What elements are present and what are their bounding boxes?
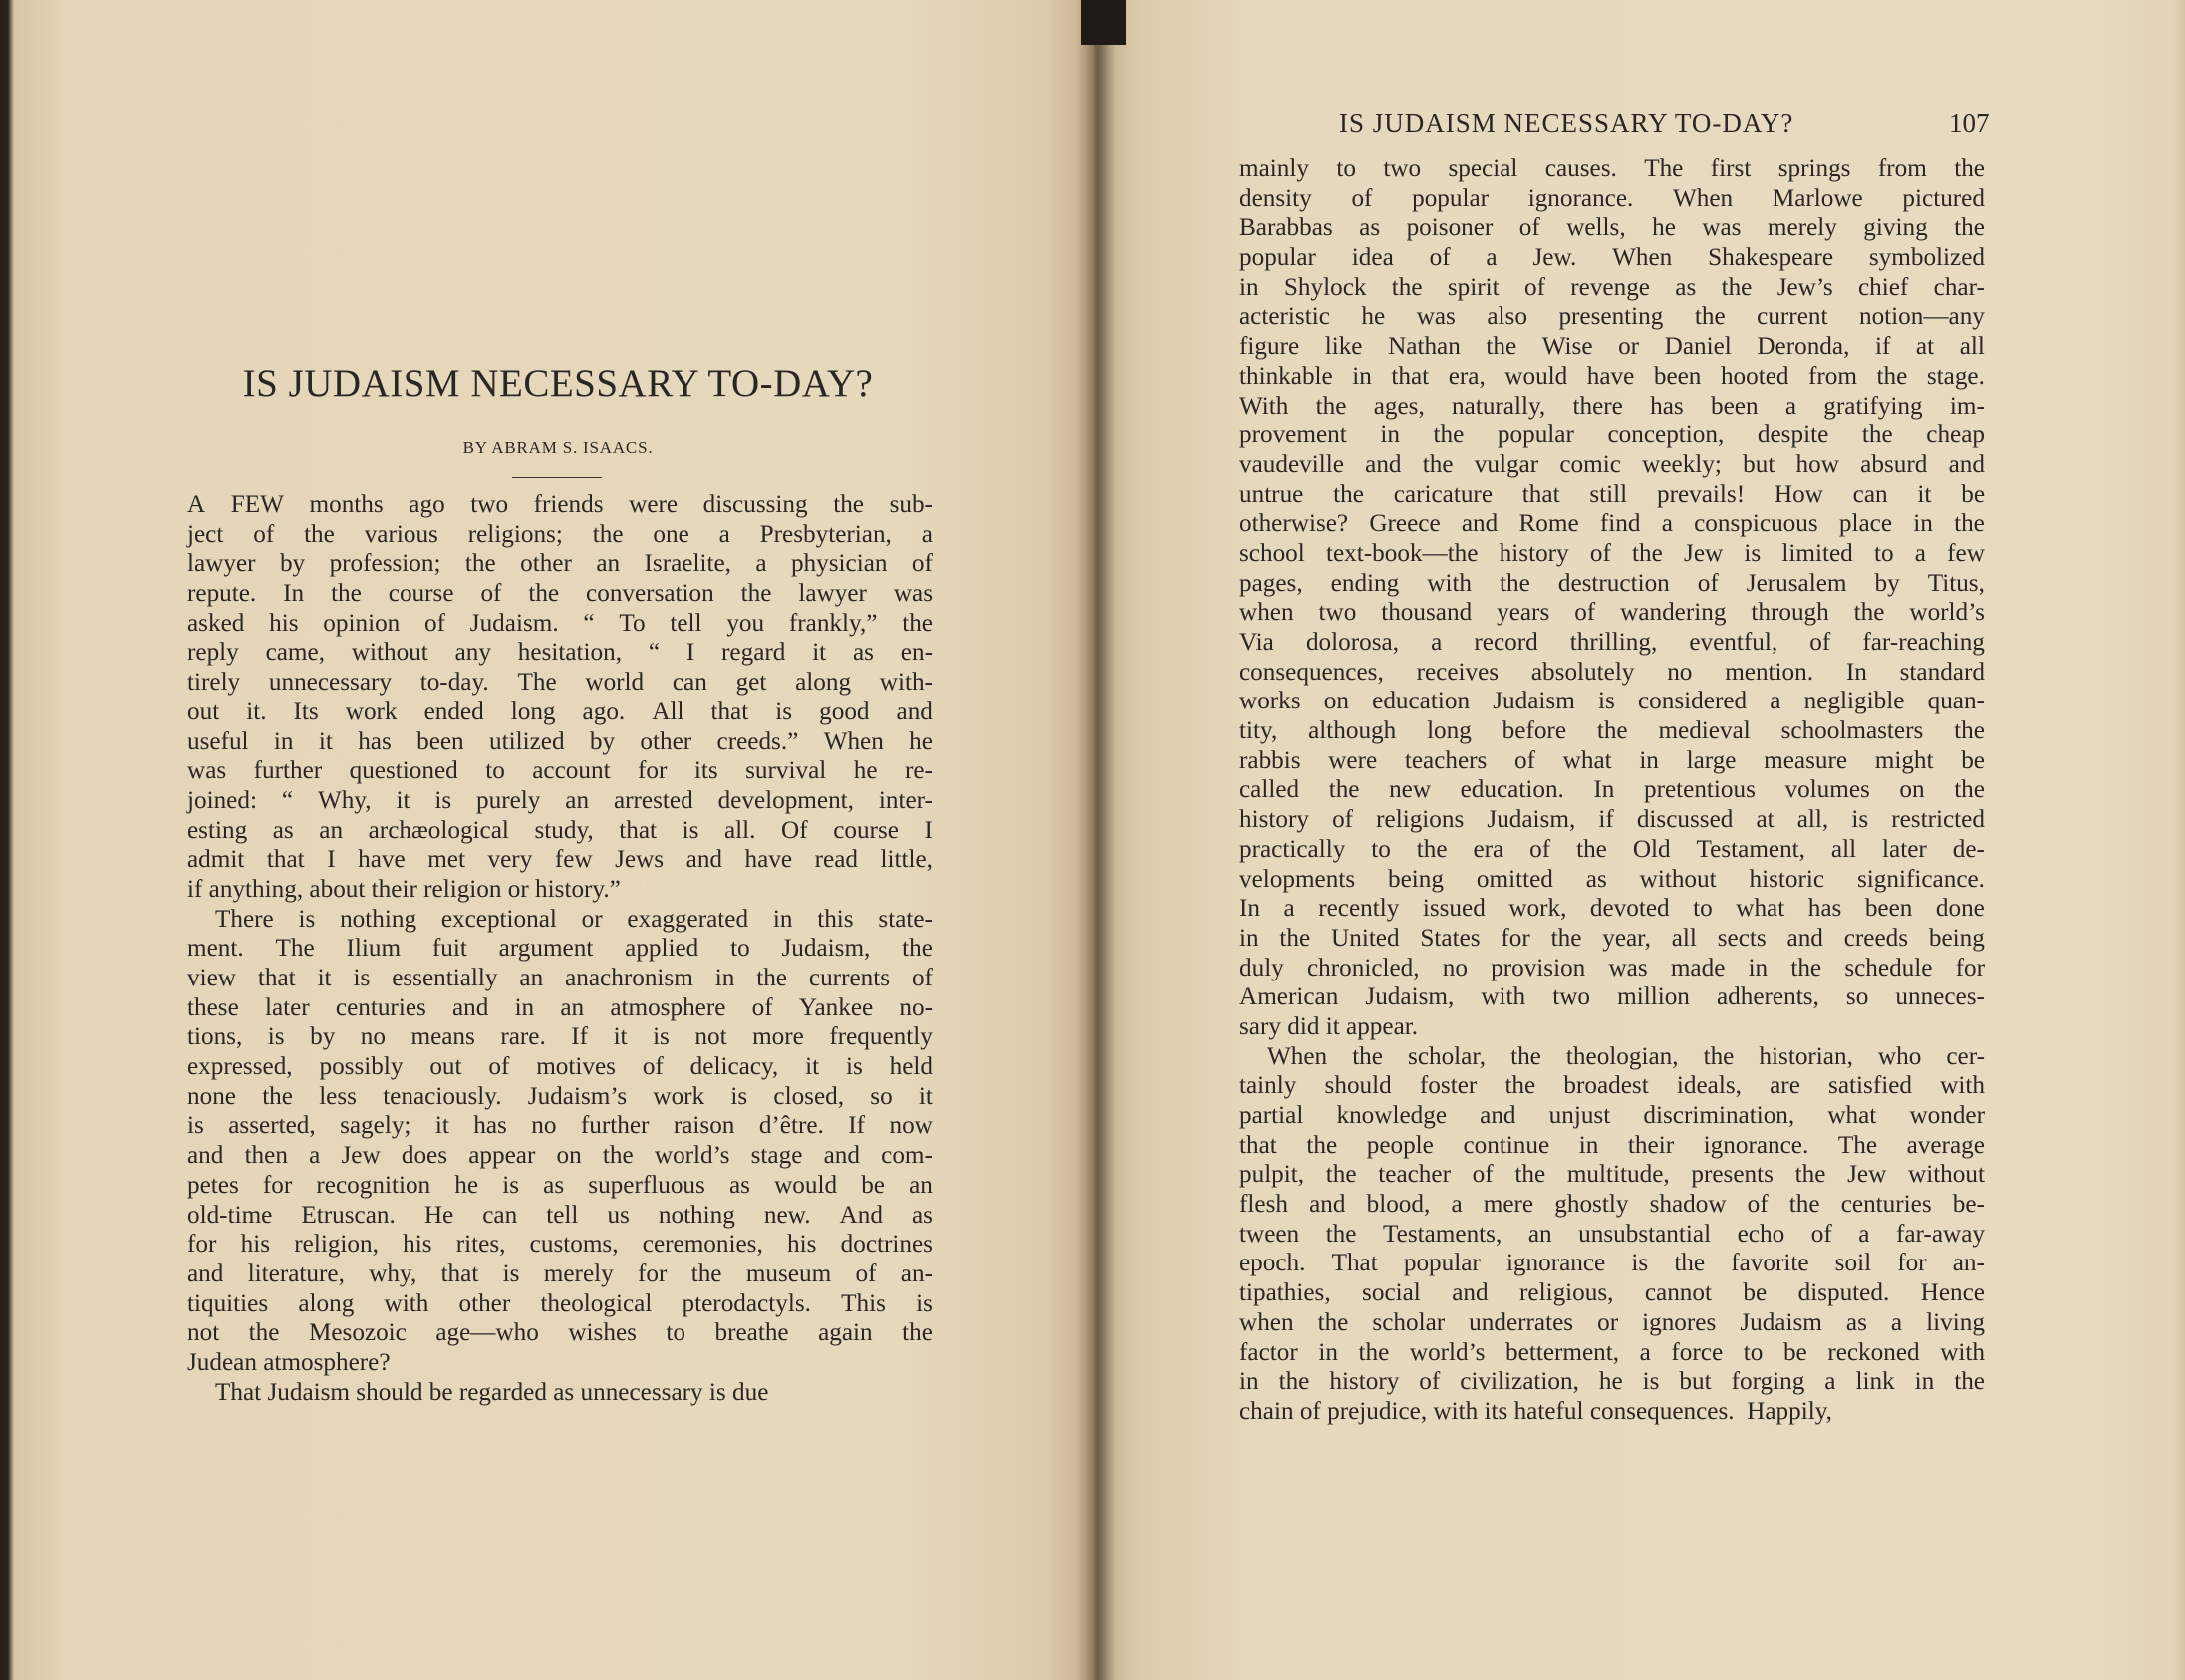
text-line: provement in the popular conception, despite the cheap xyxy=(1239,421,1985,449)
text-line: ject of the various religions; the one a Presbyterian, a xyxy=(187,520,933,548)
text-line: was further questioned to account for its survival he re- xyxy=(187,757,933,785)
text-line: esting as an archæological study, that is all. Of course I xyxy=(187,816,933,844)
text-line: in the United States for the year, all sects and creeds being xyxy=(1239,924,1985,952)
text-line: sary did it appear. xyxy=(1239,1012,1419,1040)
text-line: when the scholar underrates or ignores Judaism as a living xyxy=(1239,1308,1985,1336)
text-line: vaudeville and the vulgar comic weekly; but how absurd and xyxy=(1239,450,1985,478)
text-line: With the ages, naturally, there has been a gratifying im- xyxy=(1239,392,1985,420)
text-line: When the scholar, the theologian, the historian, who cer- xyxy=(1267,1042,1985,1070)
text-line: useful in it has been utilized by other creeds.” When he xyxy=(187,727,933,755)
text-line: otherwise? Greece and Rome find a conspicuous place in the xyxy=(1239,510,1985,538)
text-line: There is nothing exceptional or exaggerated in this state- xyxy=(215,905,933,933)
running-head: IS JUDAISM NECESSARY TO-DAY? xyxy=(1339,108,1794,138)
text-line: mainly to two special causes. The first springs from the xyxy=(1239,155,1985,182)
left-body-text xyxy=(187,490,933,1407)
text-line: expressed, possibly out of motives of delicacy, it is held xyxy=(187,1053,933,1081)
text-line: reply came, without any hesitation, “ I regard it as en- xyxy=(187,639,933,667)
text-line: flesh and blood, a mere ghostly shadow of the centuries be- xyxy=(1239,1191,1985,1219)
text-line: repute. In the course of the conversation the lawyer was xyxy=(187,580,933,608)
text-line: thinkable in that era, would have been hooted from the stage. xyxy=(1239,362,1985,390)
book-gutter xyxy=(1076,0,1116,1680)
text-line: pages, ending with the destruction of Jerusalem by Titus, xyxy=(1239,569,1985,597)
text-line: that the people continue in their ignorance. The average xyxy=(1239,1131,1985,1159)
text-line: and literature, why, that is merely for the museum of an- xyxy=(187,1260,933,1287)
text-line: admit that I have met very few Jews and have read little, xyxy=(187,846,933,874)
text-line: partial knowledge and unjust discrimination, what wonder xyxy=(1239,1102,1985,1129)
text-line: untrue the caricature that still prevails! How can it be xyxy=(1239,480,1985,508)
text-line: for his religion, his rites, customs, ceremonies, his doctrines xyxy=(187,1231,933,1259)
text-line: tirely unnecessary to-day. The world can get along with- xyxy=(187,669,933,697)
text-line: Judean atmosphere? xyxy=(187,1348,391,1376)
text-line: old-time Etruscan. He can tell us nothing new. And as xyxy=(187,1201,933,1229)
text-line: in Shylock the spirit of revenge as the Jew’s chief char- xyxy=(1239,273,1985,301)
page-number: 107 xyxy=(1949,108,1990,138)
binding-shadow xyxy=(1081,0,1126,45)
text-line: these later centuries and in an atmosphere of Yankee no- xyxy=(187,993,933,1021)
right-body-text xyxy=(1239,154,1985,1427)
text-line: rabbis were teachers of what in large measure might be xyxy=(1239,746,1985,774)
text-line: tiquities along with other theological pterodactyls. This is xyxy=(187,1289,933,1317)
text-line: American Judaism, with two million adherents, so unneces- xyxy=(1239,983,1985,1011)
text-line: not the Mesozoic age—who wishes to breathe again the xyxy=(187,1319,933,1347)
text-line: ment. The Ilium fuit argument applied to Judaism, the xyxy=(187,935,933,963)
text-line: consequences, receives absolutely no mention. In standard xyxy=(1239,658,1985,686)
text-line: tions, is by no means rare. If it is not more frequently xyxy=(187,1023,933,1051)
text-line: when two thousand years of wandering through the world’s xyxy=(1239,599,1985,627)
text-line: tween the Testaments, an unsubstantial echo of a far-away xyxy=(1239,1220,1985,1248)
text-line: figure like Nathan the Wise or Daniel Deronda, if at all xyxy=(1239,333,1985,361)
text-line: acteristic he was also presenting the current notion—any xyxy=(1239,303,1985,331)
text-line: view that it is essentially an anachronism in the currents of xyxy=(187,965,933,991)
text-line: called the new education. In pretentious volumes on the xyxy=(1239,776,1985,804)
text-line: duly chronicled, no provision was made in the schedule for xyxy=(1239,954,1985,981)
text-line: asked his opinion of Judaism. “ To tell you frankly,” the xyxy=(187,609,933,637)
text-line: tainly should foster the broadest ideals, are satisfied with xyxy=(1239,1072,1985,1100)
text-line: in the history of civilization, he is but forging a link in the xyxy=(1239,1368,1985,1396)
text-line: In a recently issued work, devoted to what has been done xyxy=(1239,895,1985,923)
text-line: A FEW months ago two friends were discussing the sub- xyxy=(187,491,933,518)
text-line: velopments being omitted as without historic significance. xyxy=(1239,865,1985,893)
text-line: is asserted, sagely; it has no further raison d’être. If now xyxy=(187,1112,933,1140)
text-line: out it. Its work ended long ago. All that is good and xyxy=(187,698,933,725)
text-line: and then a Jew does appear on the world’s stage and com- xyxy=(187,1142,933,1170)
text-line: petes for recognition he is as superfluous as would be an xyxy=(187,1171,933,1199)
text-line: Barabbas as poisoner of wells, he was merely giving the xyxy=(1239,214,1985,242)
text-line: tity, although long before the medieval schoolmasters the xyxy=(1239,717,1985,745)
text-line: history of religions Judaism, if discussed at all, is restricted xyxy=(1239,806,1985,834)
text-line: popular idea of a Jew. When Shakespeare symbolized xyxy=(1239,244,1985,272)
title-rule xyxy=(512,477,602,478)
text-line: factor in the world’s betterment, a force to be reckoned with xyxy=(1239,1338,1985,1366)
text-line: if anything, about their religion or history.” xyxy=(187,875,621,903)
text-line: works on education Judaism is considered a negligible quan- xyxy=(1239,688,1985,715)
article-title: IS JUDAISM NECESSARY TO-DAY? xyxy=(242,362,874,405)
text-line: Via dolorosa, a record thrilling, eventful, of far-reaching xyxy=(1239,629,1985,656)
text-line: tipathies, social and religious, cannot be disputed. Hence xyxy=(1239,1279,1985,1307)
text-line: practically to the era of the Old Testament, all later de- xyxy=(1239,835,1985,863)
text-line: joined: “ Why, it is purely an arrested development, inter- xyxy=(187,786,933,814)
text-line: school text-book—the history of the Jew is limited to a few xyxy=(1239,539,1985,567)
text-line: lawyer by profession; the other an Israelite, a physician of xyxy=(187,550,933,578)
text-line: epoch. That popular ignorance is the favorite soil for an- xyxy=(1239,1250,1985,1277)
text-line: chain of prejudice, with its hateful consequences. Happily, xyxy=(1239,1397,1832,1425)
text-line: none the less tenaciously. Judaism’s work is closed, so it xyxy=(187,1082,933,1110)
article-byline: BY ABRAM S. ISAACS. xyxy=(462,438,654,457)
text-line: pulpit, the teacher of the multitude, presents the Jew without xyxy=(1239,1161,1985,1189)
text-line: That Judaism should be regarded as unnecessary is due xyxy=(215,1378,769,1406)
text-line: density of popular ignorance. When Marlowe pictured xyxy=(1239,184,1985,212)
